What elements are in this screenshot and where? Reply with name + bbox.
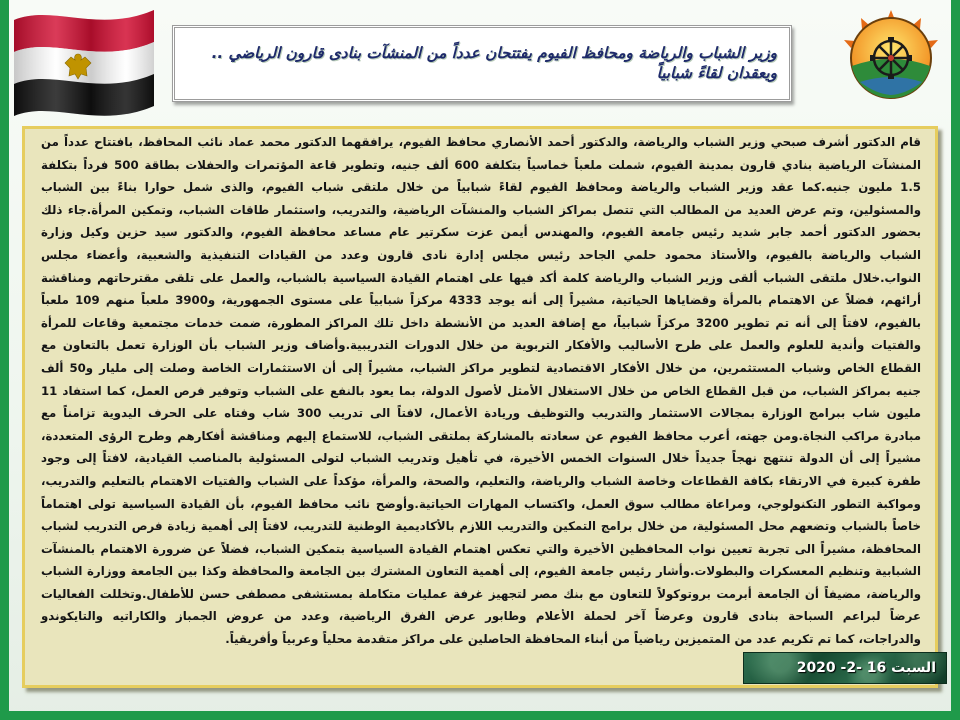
- body-line: بالفيوم، لافتاً إلى أنه تم تطوير 3200 مركزاً شبابياً، مع إضافة العديد من الأنشطة داخل تلك المراكز المطورة، ضمت خدمات مجتمعية وقاعات للمرأة: [41, 315, 922, 330]
- date-badge: [743, 652, 947, 684]
- body-line: ومواكبة التطور التكنولوجي، ومراعاة مطالب سوق العمل، واكتساب المهارات الحياتية.وأوضح نائب محافظ الفيوم، بأن القيادة السياسية تولى اهتماماً: [41, 496, 921, 511]
- body-line: المحافظة، مشيراً الى تجربة تعيين نواب المحافظين الأخيرة والتي تعكس اهتمام القيادة السياسية بتمكين الشباب، فضلاً عن ضرورة الاهتمام بالمنشآت: [41, 541, 921, 556]
- body-line: خاصاً بالشباب وتضعهم محل المسئولية، من خلال برامج التمكين والتدريب اللازم بالأكاديمية الوطنية للتدريب، لافتاً إلى أهمية زيادة فرص التدريب لشباب: [41, 519, 921, 534]
- body-line: مشيراً إلى أن الدولة تنتهج نهجاً جديداً خلال السنوات الخمس الأخيرة، في تأهيل وتدريب الشباب لتولى المسئولية بالمناصب القيادية، لافتاً إلى وجود: [41, 451, 921, 466]
- body-line: والمسئولين، وتم عرض العديد من المطالب التي تتصل بمراكز الشباب والمنشآت الرياضية، والتدريب، واستثمار طاقات الشباب، وتمكين المرأة.جاء ذلك: [41, 202, 921, 217]
- title-line-1: وزير الشباب والرياضة ومحافظ الفيوم يفتتحان عدداً من المنشآت بنادى قارون الرياضي ..: [211, 44, 777, 62]
- body-line: عرضاً لبراعم السباحة بنادى قارون وعرضاً آخر لحملة الأعلام وطابور عرض الفرق الرياضية، وعدد من عروض الجمباز والكاراتيه والتايكوندو: [41, 609, 921, 624]
- governorate-logo: [836, 8, 946, 108]
- body-line: قام الدكتور أشرف صبحي وزير الشباب والرياضة، والدكتور أحمد الأنصاري محافظ الفيوم، يرافقهما الدكتور محمد عماد نائب المحافظ، بافتتاح عدداً من: [41, 135, 921, 149]
- body-line: مليون شاب ببرامج الوزارة بمجالات الاستثمار والتدريب والتوظيف وريادة الأعمال، لافتاً الى تدريب 300 شاب وفتاه على الحرف اليدوية تزامناً مع: [41, 406, 921, 421]
- body-line: والرياضة، مضيفاً أن الجامعة أبرمت بروتوكولاً للتعاون مع بنك مصر لتجهيز غرفة عمليات متكاملة بمستشفى مصطفى حسن للأطفال.وتخللت الفعاليات: [41, 586, 921, 601]
- title-box: [172, 25, 792, 102]
- news-body: [22, 126, 938, 688]
- body-line: والفتيات وأندية للعلوم والعمل على طرح الأساليب والأفكار التربوية من خلال الدورات التدريبية.وأضاف وزير الشباب بأن الوزارة تعمل بالتعاون مع: [41, 338, 921, 353]
- date-text: السبت 16 -2- 2020: [796, 660, 936, 676]
- title-line-2: ويعقدان لقاءً شبابياً: [656, 64, 777, 82]
- body-line: القطاع الخاص وشباب المستثمرين، من خلال الأفكار الاقتصادية لتطوير مراكز الشباب، مشيراً إلى أن الاستثمارات الخاصة وصلت إلى مليار و50 ألف: [41, 360, 922, 375]
- body-line: والدراجات، كما تم تكريم عدد من المتميزين رياضياً من أبناء المحافظة الحاصلين على مراكز متقدمة محلياً وعربياً وأفريقياً.: [225, 632, 921, 647]
- body-line: أرائهم، فضلاً عن الاهتمام بالمرأة وقضاياها الحياتية، مشيراً إلى أنه يوجد 4333 مركزاً شبابياً على مستوى الجمهورية، و3900 ملعباً منهم 109 ملعباً: [41, 293, 921, 308]
- body-line: جنيه بمراكز الشباب، من قبل القطاع الخاص من خلال الاستغلال الأمثل لأصول الدولة، بما يعود بالنفع على الشباب وتوفير فرص العمل، كما استفاد 11: [41, 383, 921, 398]
- body-line: المنشآت الرياضية بنادي قارون بمدينة الفيوم، شملت ملعباً خماسياً بتكلفة 600 ألف جنيه، وتطوير قاعة المؤتمرات والحفلات بطاقة 500 فرداً بتكلفة: [41, 157, 921, 172]
- egypt-flag-icon: [8, 0, 158, 118]
- body-line: مبادرة مراكب النجاة.ومن جهته، أعرب محافظ الفيوم عن سعادته بالمشاركة بملتقى الشباب، للاستماع إليهم ومناقشة أفكارهم وطرح الرؤى المتعددة،: [41, 428, 921, 443]
- body-line: بحضور الدكتور أحمد جابر شديد رئيس جامعة الفيوم، والمهندس أيمن عزت سكرتير عام مساعد محافظة الفيوم، والدكتور سيد حزين وكيل وزارة: [41, 225, 921, 240]
- body-line: النواب.خلال ملتقى الشباب ألقى وزير الشباب والرياضة كلمة أكد فيها على اهتمام القيادة السياسية بالشباب، والعمل على تلقى مقترحاتهم ومناقشة: [41, 270, 921, 285]
- body-line: طفرة كبيرة في الارتقاء بكافة القطاعات وخاصة الشباب والرياضة، والتعليم، والصحة، والمرأة، مؤكداً على الشباب والفتيات الاهتمام بالتعليم والتدريب،: [41, 473, 921, 488]
- body-line: 1.5 مليون جنيه.كما عقد وزير الشباب والرياضة ومحافظ الفيوم لقاءً شبابياً من خلال ملتقى شباب الفيوم، والذى شمل حوارا بناءً بين الشباب: [41, 180, 921, 195]
- body-line: الشباب والرياضة بالفيوم، والأستاذ محمود حلمي الجاحد رئيس مجلس إدارة نادى قارون وعدد من القيادات التنفيذية والشعبية، وأعضاء مجلس: [41, 247, 921, 262]
- body-line: الشبابية وتنظيم المعسكرات والبطولات.وأشار رئيس جامعة الفيوم، إلى أهمية التعاون المشترك بين الجامعة والمحافظة وكذا بين الجامعة ووزارة الشباب: [41, 564, 921, 579]
